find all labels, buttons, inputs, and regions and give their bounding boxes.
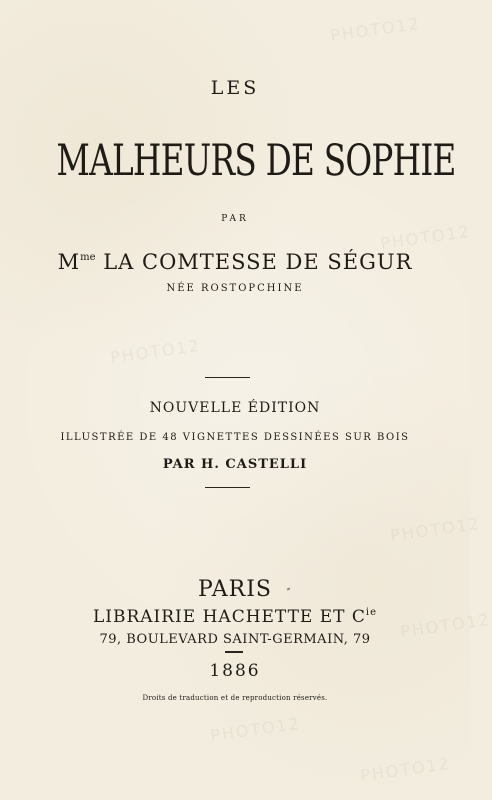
publication-year: 1886 — [209, 661, 261, 681]
watermark: PHOTO12 — [329, 13, 422, 46]
watermark: PHOTO12 — [109, 335, 202, 368]
publisher-line — [0, 607, 470, 627]
publisher-address: 79, BOULEVARD SAINT-GERMAIN, 79 — [99, 632, 371, 647]
watermark: PHOTO12 — [399, 609, 492, 642]
author-line — [0, 250, 470, 274]
publisher-name: LIBRAIRIE HACHETTE ET C — [92, 607, 366, 627]
year-divider — [225, 651, 243, 653]
watermark: PHOTO12 — [379, 221, 472, 254]
author-name: LA COMTESSE DE SÉGUR — [103, 250, 413, 274]
author-prefix: M — [57, 250, 81, 274]
publisher-sup: ie — [365, 607, 378, 618]
rights-notice: Droits de traduction et de reproduction réservés. — [142, 694, 328, 702]
watermark: PHOTO12 — [359, 753, 452, 786]
illustration-note: ILLUSTRÉE DE 48 VIGNETTES DESSINÉES SUR BOIS — [60, 432, 410, 443]
author-suffix: me — [80, 252, 96, 263]
divider-rule — [205, 487, 250, 488]
watermark: PHOTO12 — [209, 713, 302, 746]
book-title: MALHEURS DE SOPHIE — [56, 136, 456, 186]
watermark: PHOTO12 — [389, 513, 482, 546]
author-by-label: PAR — [221, 214, 249, 224]
divider-rule — [205, 377, 250, 378]
illustrator-line: PAR H. CASTELLI — [162, 457, 308, 472]
edition-label: NOUVELLE ÉDITION — [149, 400, 321, 416]
title-prefix: LES — [210, 77, 260, 99]
publisher-city: PARIS — [198, 577, 272, 602]
author-birth-name: NÉE ROSTOPCHINE — [166, 283, 304, 294]
